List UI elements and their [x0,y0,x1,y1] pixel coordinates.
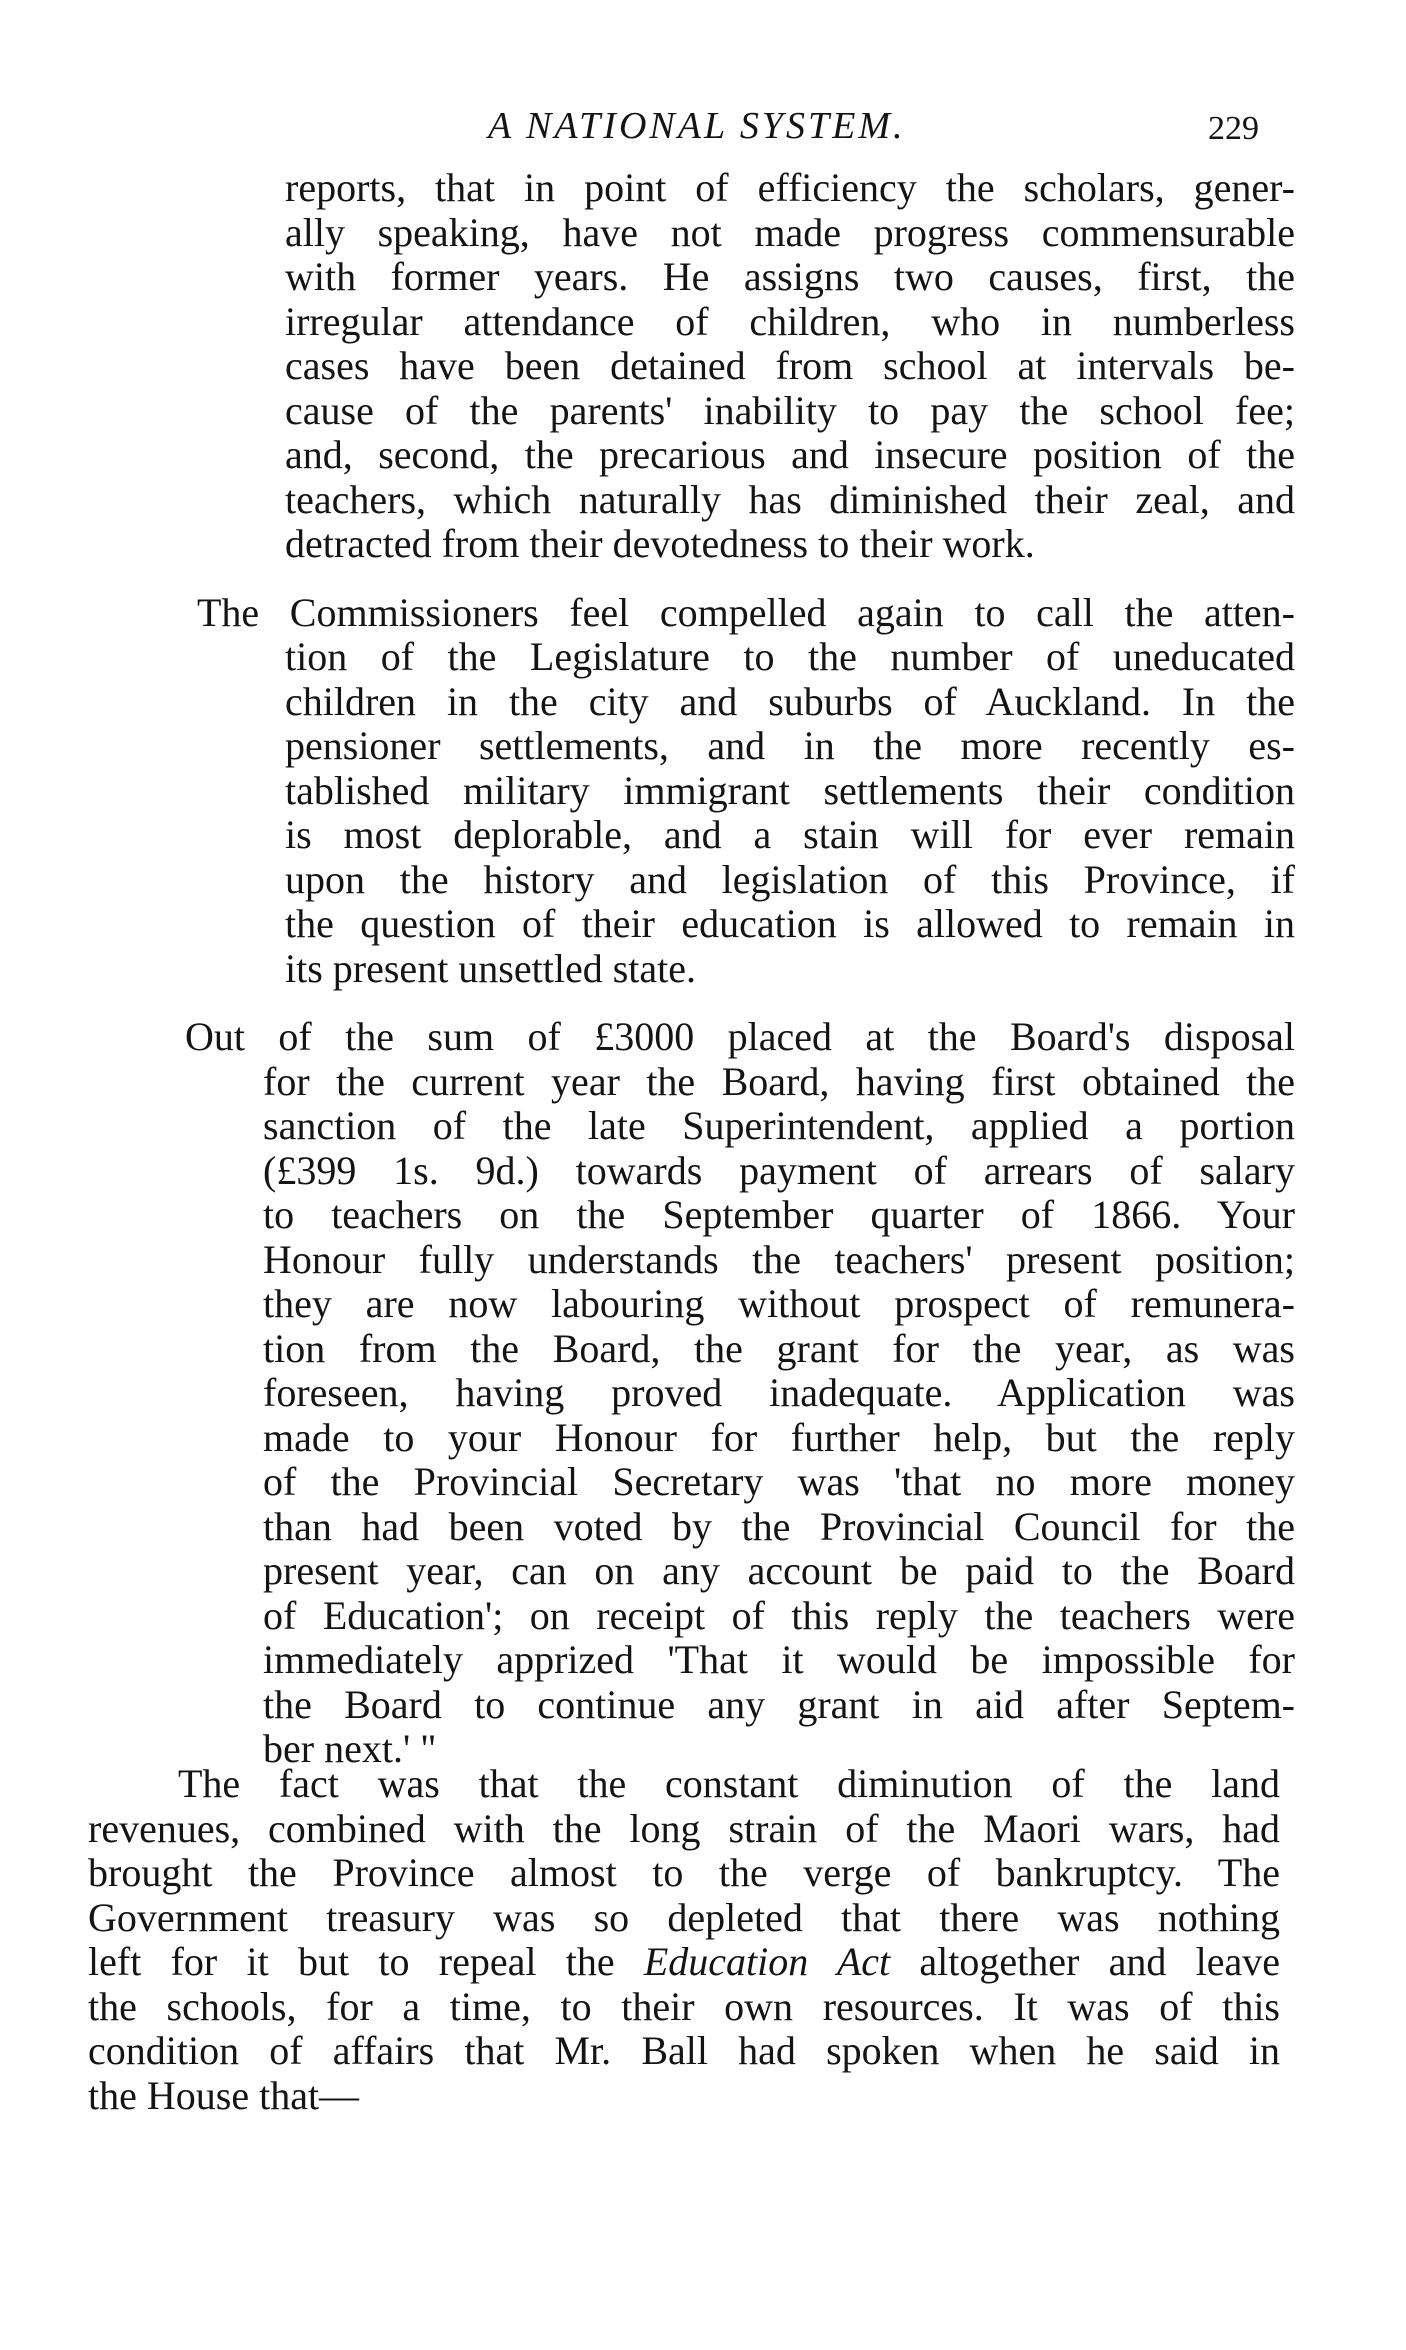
text-line: the House that— [88,2072,360,2118]
text-line: than had been voted by the Provincial Council for the [263,1503,1295,1549]
text-line: cause of the parents' inability to pay the school fee; [285,387,1295,433]
text-line: they are now labouring without prospect of remunera- [263,1281,1295,1326]
text-line: of Education'; on receipt of this reply the teachers were [263,1592,1295,1638]
page-number: 229 [1208,110,1259,147]
text-line: Out of the sum of £3000 placed at the Board's disposal [185,1014,1295,1059]
text-line-with-italic [88,1940,1280,1985]
text-line: ber next.' " [263,1726,437,1771]
quoted-report [185,166,1295,1772]
running-head [0,104,1406,154]
text-line: pensioner settlements, and in the more recently es- [285,723,1295,768]
text-line: for the current year the Board, having first obtained the [263,1058,1295,1104]
quote-paragraph-2 [185,591,1295,992]
text-line: the Board to continue any grant in aid after Septem- [263,1681,1295,1727]
text-line: tablished military immigrant settlements their condition [285,767,1295,813]
text-line: (£399 1s. 9d.) towards payment of arrears of salary [263,1147,1295,1193]
text-line: condition of affairs that Mr. Ball had spoken when he said in [88,2028,1280,2073]
main-paragraph [88,1762,1280,2118]
text-line: irregular attendance of children, who in numberless [285,298,1295,344]
text-line: Honour fully understands the teachers' present position; [263,1236,1295,1282]
text-line: reports, that in point of efficiency the scholars, gener- [285,165,1295,210]
text-line: children in the city and suburbs of Auckland. In the [285,678,1295,724]
text-line: the schools, for a time, to their own resources. It was of this [88,1983,1280,2029]
text-line: Government treasury was so depleted that there was nothing [88,1894,1280,1940]
text-line: brought the Province almost to the verge of bankruptcy. The [88,1850,1280,1895]
text-line: foreseen, having proved inadequate. Application was [263,1370,1295,1415]
text-line: with former years. He assigns two causes, first, the [285,254,1295,299]
quote-paragraph-1 [185,166,1295,567]
text-line: The fact was that the constant diminution of the land [178,1761,1280,1806]
text-line: ally speaking, have not made progress commensurable [285,209,1295,255]
body-paragraph [88,1762,1280,2118]
text-line: upon the history and legislation of this Province, if [285,856,1295,902]
text-line: teachers, which naturally has diminished their zeal, and [285,476,1295,522]
text-fragment: left for it but to repeal the [88,1939,644,1984]
italic-title-education-act: Education Act [643,1939,891,1984]
text-line: present year, can on any account be paid to the Board [263,1548,1295,1593]
quote-paragraph-3 [185,1015,1295,1772]
text-line: and, second, the precarious and insecure position of the [285,432,1295,477]
running-title: A NATIONAL SYSTEM. [488,105,906,147]
text-line: sanction of the late Superintendent, applied a portion [263,1103,1295,1148]
text-fragment: altogether and leave [890,1939,1280,1984]
text-line: revenues, combined with the long strain of the Maori wars, had [88,1805,1280,1851]
text-line: The Commissioners feel compelled again to call the atten- [197,589,1295,635]
text-line: detracted from their devotedness to their work. [285,521,1035,566]
text-line: made to your Honour for further help, but the reply [263,1414,1295,1460]
text-line: is most deplorable, and a stain will for ever remain [285,812,1295,857]
text-line: to teachers on the September quarter of 1866. Your [263,1192,1295,1237]
text-line: its present unsettled state. [285,945,697,991]
text-line: tion of the Legislature to the number of uneducated [285,634,1295,679]
text-line: of the Provincial Secretary was 'that no more money [263,1459,1295,1504]
text-line: tion from the Board, the grant for the year, as was [263,1325,1295,1371]
text-line: the question of their education is allowed to remain in [285,901,1295,946]
text-line: cases have been detained from school at intervals be- [285,343,1295,388]
text-line: immediately apprized 'That it would be impossible for [263,1637,1295,1682]
